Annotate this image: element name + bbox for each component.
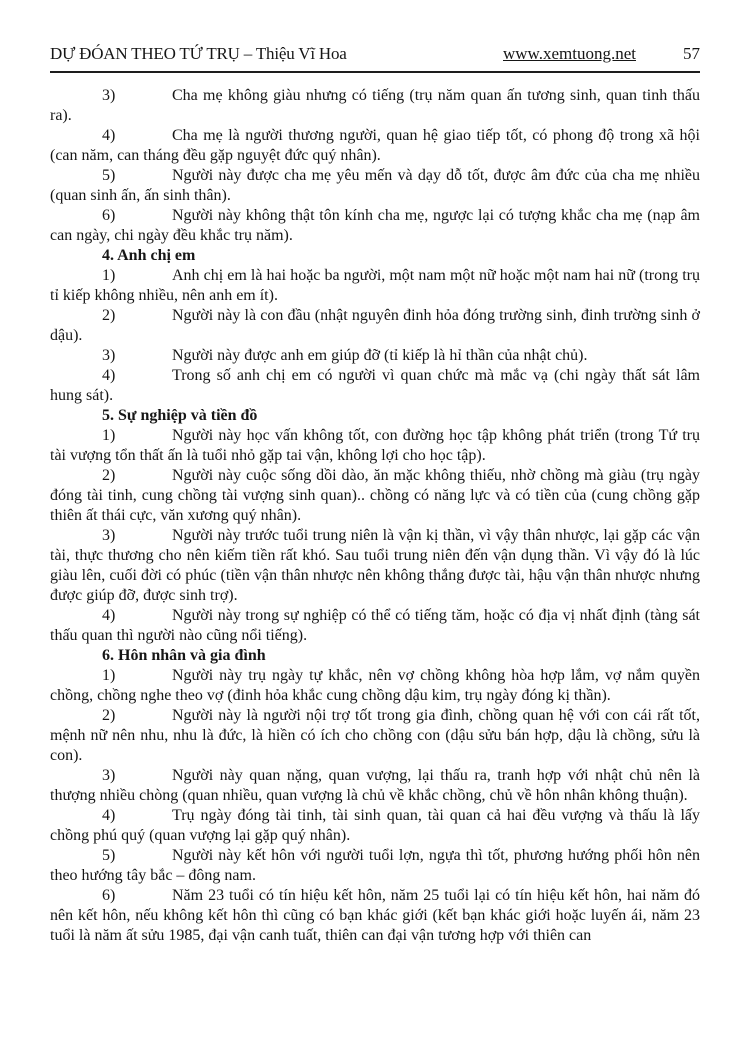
list-item: 2) Người này là con đầu (nhật nguyên đinh hỏa đóng trường sinh, đinh trường sinh ở dậu). (50, 307, 700, 344)
list-item: 3) Người này trước tuổi trung niên là vận kị thần, vì vậy thân nhược, lại gặp các vận tài, thực thương cho nên kiếm tiền rất khó. Sau tuổi trung niên đến vận dụng thần. Vì vậy đó là lúc giàu lên, cuối đời có phúc (tiền vận thân nhược nên không thắng được tài, hậu vận thân nhược nhưng được giúp đỡ, được sinh trợ). (50, 527, 700, 604)
list-item: 6) Người này không thật tôn kính cha mẹ, ngược lại có tượng khắc cha mẹ (nạp âm can ngày, chi ngày đều khắc trụ năm). (50, 207, 700, 244)
book-title: DỰ ĐÓAN THEO TỨ TRỤ – Thiệu Vĩ Hoa (50, 44, 347, 63)
item-number: 2) (102, 707, 116, 724)
list-item: 2) Người này là người nội trợ tốt trong gia đình, chồng quan hệ với con cái rất tốt, mệnh nữ nên nhu, nhu là đức, là hiền có ích cho chồng con (dậu sửu bán hợp, dậu là chồng, sửu là con). (50, 707, 700, 764)
item-number: 3) (102, 347, 116, 364)
list-item: 1) Anh chị em là hai hoặc ba người, một nam một nữ hoặc một nam hai nữ (trong trụ tỉ kiếp không nhiều, nên anh em ít). (50, 267, 700, 304)
item-number: 4) (102, 127, 116, 144)
item-number: 4) (102, 607, 116, 624)
item-number: 5) (102, 167, 116, 184)
item-number: 6) (102, 207, 116, 224)
header-rule (50, 71, 700, 73)
list-item: 1) Người này trụ ngày tự khắc, nên vợ chồng không hòa hợp lắm, vợ nắm quyền chồng, chồng nghe theo vợ (đinh hỏa khắc cung chồng dậu kim, trụ ngày đóng kị thần). (50, 667, 700, 704)
list-item: 6) Năm 23 tuổi có tín hiệu kết hôn, năm 25 tuổi lại có tín hiệu kết hôn, hai năm đó nên kết hôn, nếu không kết hôn thì cũng có bạn khác giới (kết bạn khác giới hoặc luyến ái, năm 23 tuổi là năm ất sửu 1985, đại vận canh tuất, thiên can đại vận tương hợp với thiên can (50, 887, 700, 944)
header-right (503, 44, 700, 64)
list-item: 1) Người này học vấn không tốt, con đường học tập không phát triển (trong Tứ trụ tài vượng tổn thất ấn là tuổi nhỏ gặp tai vận, không lợi cho học tập). (50, 427, 700, 464)
page-header (50, 44, 700, 64)
list-item: 3) Cha mẹ không giàu nhưng có tiếng (trụ năm quan ấn tương sinh, quan tinh thấu ra). (50, 87, 700, 124)
item-number: 2) (102, 467, 116, 484)
list-item: 4) Trong số anh chị em có người vì quan chức mà mắc vạ (chi ngày thất sát lâm hung sát). (50, 367, 700, 404)
item-number: 4) (102, 367, 116, 384)
section-heading: 6. Hôn nhân và gia đình (102, 647, 266, 664)
item-number: 1) (102, 267, 116, 284)
document-content (50, 86, 700, 946)
list-item: 4) Cha mẹ là người thương người, quan hệ giao tiếp tốt, có phong độ trong xã hội (can năm, can tháng đều gặp nguyệt đức quý nhân). (50, 127, 700, 164)
item-number: 4) (102, 807, 116, 824)
item-number: 1) (102, 427, 116, 444)
list-item: 5) Người này kết hôn với người tuổi lợn, ngựa thì tốt, phương hướng phối hôn nên theo hướng tây bắc – đông nam. (50, 847, 700, 884)
item-number: 3) (102, 87, 116, 104)
list-item: 3) Người này được anh em giúp đỡ (tỉ kiếp là hỉ thần của nhật chủ). (102, 347, 588, 364)
item-number: 3) (102, 767, 116, 784)
list-item: 4) Người này trong sự nghiệp có thể có tiếng tăm, hoặc có địa vị nhất định (tàng sát thấu quan thì người nào cũng nổi tiếng). (50, 607, 700, 644)
list-item: 4) Trụ ngày đóng tài tinh, tài sinh quan, tài quan cả hai đều vượng và thấu là lấy chồng phú quý (quan vượng lại gặp quý nhân). (50, 807, 700, 844)
section-heading: 4. Anh chị em (102, 247, 196, 264)
item-number: 3) (102, 527, 116, 544)
website-link[interactable]: www.xemtuong.net (503, 44, 636, 63)
page-number: 57 (683, 44, 700, 63)
item-number: 5) (102, 847, 116, 864)
list-item: 5) Người này được cha mẹ yêu mến và dạy dỗ tốt, được âm đức của cha mẹ nhiều (quan sinh ấn, ấn sinh thân). (50, 167, 700, 204)
item-number: 2) (102, 307, 116, 324)
item-number: 6) (102, 887, 116, 904)
section-heading: 5. Sự nghiệp và tiền đồ (102, 407, 258, 424)
item-number: 1) (102, 667, 116, 684)
list-item: 3) Người này quan nặng, quan vượng, lại thấu ra, tranh hợp với nhật chủ nên là thượng nhiều chòng (quan nhiều, quan vượng là chủ về khắc chồng, chủ về hôn nhân không thuận). (50, 767, 700, 804)
list-item: 2) Người này cuộc sống dồi dào, ăn mặc không thiếu, nhờ chồng mà giàu (trụ ngày đóng tài tinh, cung chồng tài vượng sinh quan).. chồng có năng lực và có tiền của (cung chồng gặp thiên ất thái cực, văn xương quý nhân). (50, 467, 700, 524)
